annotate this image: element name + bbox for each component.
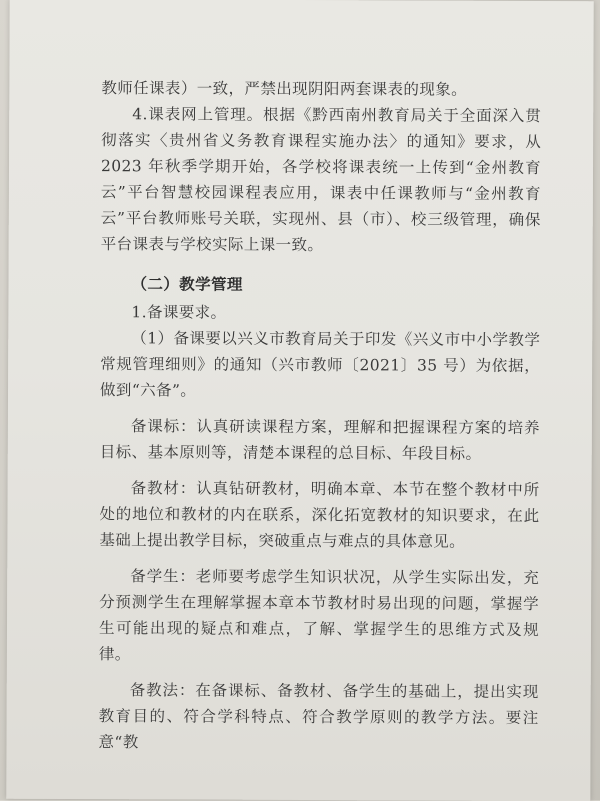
paragraph-prepare-teaching-methods: 备教法：在备课标、备教材、备学生的基础上，提出实现教育目的、符合学科特点、符合教学原则的教学方法。要注意“教 bbox=[98, 681, 539, 752]
document-page bbox=[6, 0, 593, 801]
paragraph-continuation: 教师任课表）一致，严禁出现阴阳两套课表的现象。 bbox=[101, 79, 468, 99]
paragraph-six-preparations-basis: （1）备课要以兴义市教育局关于印发《兴义市中小学教学常规管理细则》的通知（兴市教师〔2021〕35 号）为依据，做到“六备”。 bbox=[100, 329, 541, 400]
paragraph-schedule-online-management: 4.课表网上管理。根据《黔西南州教育局关于全面深入贯彻落实〈贵州省义务教育课程实施办法〉的通知》要求，从 2023 年秋季学期开始，各学校将课表统一上传到“金州教育云”平台智慧校园课程表应用，课表中任课教师与“金州教育云”平台教师账号关联，实现州、县（市）、校三级管理，确保平台课表与学校实际上课一致。 bbox=[100, 105, 542, 255]
paragraph-prepare-textbook: 备教材：认真钻研教材，明确本章、本节在整个教材中所处的地位和教材的内在联系，深化拓宽教材的知识要求，在此基础上提出教学目标，突破重点与难点的具体意见。 bbox=[99, 479, 540, 551]
paragraph-prepare-curriculum-standards: 备课标：认真研读课程方案，理解和把握课程方案的培养目标、基本原则等，清楚本课程的总目标、年段目标。 bbox=[99, 417, 540, 463]
paragraph-lesson-prep-requirements: 1.备课要求。 bbox=[131, 303, 227, 322]
paragraph-prepare-students: 备学生：老师要考虑学生知识状况，从学生实际出发，充分预测学生在理解掌握本章本节教材时易出现的问题，掌握学生可能出现的疑点和难点，了解、掌握学生的思维方式及规律。 bbox=[98, 567, 540, 664]
paragraph-gap bbox=[101, 257, 541, 269]
section-heading-teaching-management: （二）教学管理 bbox=[131, 275, 243, 294]
document-body bbox=[98, 75, 541, 757]
